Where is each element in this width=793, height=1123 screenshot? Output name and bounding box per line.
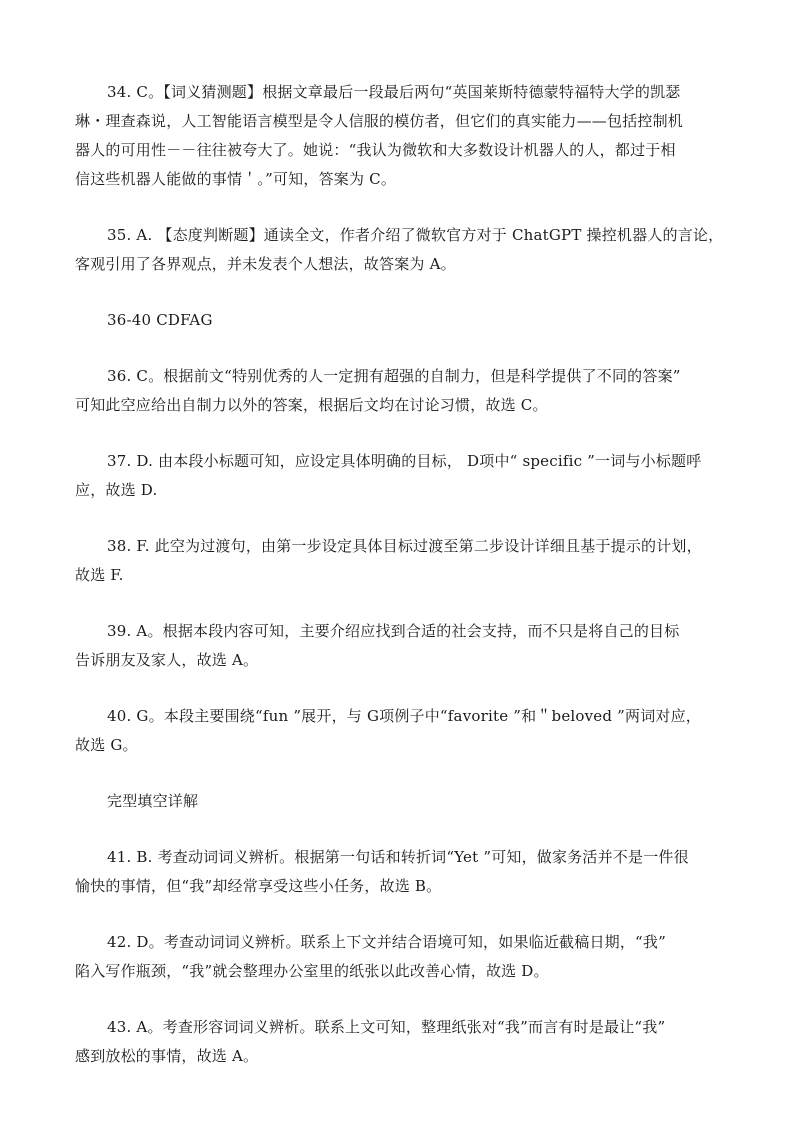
paragraph-q40 xyxy=(75,702,735,760)
text-line: 37. D. 由本段小标题可知，应设定具体明确的目标， D项中“ specific ”一词与小标题呼 xyxy=(107,452,702,470)
text-line: 42. D。考查动词词义辨析。联系上下文并结合语境可知，如果临近截稿日期，“我” xyxy=(107,933,666,951)
text-line: 客观引用了各界观点，并未发表个人想法，故答案为 A。 xyxy=(75,255,456,273)
paragraph-q42 xyxy=(75,928,735,986)
text-line: 36-40 CDFAG xyxy=(107,311,213,329)
text-line: 应，故选 D. xyxy=(75,481,158,499)
text-line: 40. G。本段主要围绕“fun ”展开，与 G项例子中“favorite ”和＂beloved ”两词对应， xyxy=(107,707,702,725)
paragraph-q38 xyxy=(75,532,735,590)
text-line: 43. A。考查形容词词义辨析。联系上文可知，整理纸张对“我”而言有时是最让“我” xyxy=(107,1018,666,1036)
paragraph-q36-40 xyxy=(75,306,735,335)
text-line: 陷入写作瓶颈，“我”就会整理办公室里的纸张以此改善心情，故选 D。 xyxy=(75,962,549,980)
text-line: 35. A. 【态度判断题】通读全文，作者介绍了微软官方对于 ChatGPT 操控机器人的言论， xyxy=(107,226,724,244)
paragraph-cloze-heading xyxy=(75,787,735,816)
paragraph-q36 xyxy=(75,362,735,420)
text-line: 器人的可用性－－往往被夸大了。她说：“我认为微软和大多数设计机器人的人，都过于相 xyxy=(75,141,676,159)
text-line: 告诉朋友及家人，故选 A。 xyxy=(75,651,259,669)
text-line: 琳・理查森说，人工智能语言模型是令人信服的模仿者，但它们的真实能力——包括控制机 xyxy=(75,112,684,130)
text-line: 故选 F. xyxy=(75,566,124,584)
text-line: 41. B. 考查动词词义辨析。根据第一句话和转折词“Yet ”可知，做家务活并不是一件很 xyxy=(107,848,689,866)
answer-explanations xyxy=(75,78,735,1098)
paragraph-q35 xyxy=(75,221,735,279)
text-line: 故选 G。 xyxy=(75,736,138,754)
paragraph-q37 xyxy=(75,447,735,505)
text-line: 愉快的事情，但“我”却经常享受这些小任务，故选 B。 xyxy=(75,877,442,895)
text-line: 完型填空详解 xyxy=(107,792,199,810)
paragraph-q43 xyxy=(75,1013,735,1071)
text-line: 34. C。【词义猜测题】根据文章最后一段最后两句“英国莱斯特德蒙特福特大学的凯瑟 xyxy=(107,83,681,101)
text-line: 可知此空应给出自制力以外的答案，根据后文均在讨论习惯，故选 C。 xyxy=(75,396,548,414)
text-line: 39. A。根据本段内容可知，主要介绍应找到合适的社会支持，而不只是将自己的目标 xyxy=(107,622,680,640)
paragraph-q39 xyxy=(75,617,735,675)
text-line: 38. F. 此空为过渡句，由第一步设定具体目标过渡至第二步设计详细且基于提示的计划， xyxy=(107,537,702,555)
text-line: 信这些机器人能做的事情＇。”可知，答案为 C。 xyxy=(75,170,397,188)
paragraph-q41 xyxy=(75,843,735,901)
paragraph-q34 xyxy=(75,78,735,194)
text-line: 感到放松的事情，故选 A。 xyxy=(75,1047,259,1065)
text-line: 36. C。根据前文“特别优秀的人一定拥有超强的自制力，但是科学提供了不同的答案” xyxy=(107,367,681,385)
